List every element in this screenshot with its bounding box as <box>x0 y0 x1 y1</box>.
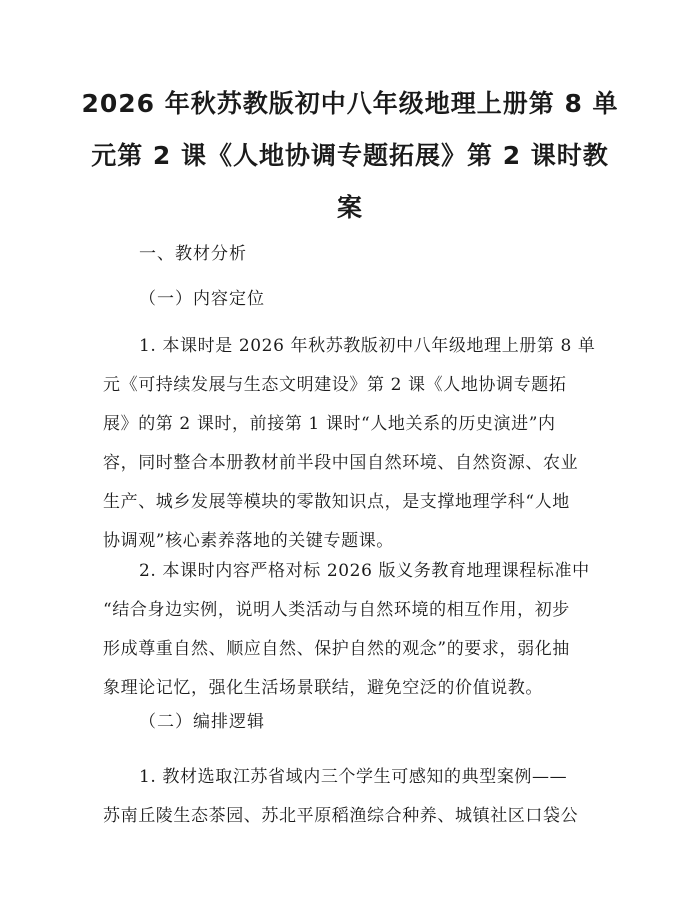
title-line: 2026 年秋苏教版初中八年级地理上册第 8 单 <box>81 89 619 118</box>
paragraph-line: 展》的第 2 课时，前接第 1 课时“人地关系的历史演进”内 <box>103 414 556 434</box>
paragraph-line: 2. 本课时内容严格对标 2026 版义务教育地理课程标准中 <box>139 561 590 581</box>
subsection-heading-content-positioning: （一）内容定位 <box>139 289 265 309</box>
paragraph-arrangement-logic-1 <box>103 758 603 836</box>
paragraph-line: 苏南丘陵生态茶园、苏北平原稻渔综合种养、城镇社区口袋公 <box>103 806 579 826</box>
section-heading-teaching-material-analysis: 一、教材分析 <box>139 244 247 264</box>
paragraph-content-positioning-1 <box>103 327 603 561</box>
title-line: 案 <box>336 193 363 222</box>
paragraph-line: 1. 本课时是 2026 年秋苏教版初中八年级地理上册第 8 单 <box>139 336 596 356</box>
paragraph-line: 生产、城乡发展等模块的零散知识点，是支撑地理学科“人地 <box>103 492 570 512</box>
paragraph-line: 象理论记忆，强化生活场景联结，避免空泛的价值说教。 <box>103 678 543 698</box>
document-title <box>80 78 620 234</box>
title-line: 元第 2 课《人地协调专题拓展》第 2 课时教 <box>91 141 609 170</box>
paragraph-line: 1. 教材选取江苏省域内三个学生可感知的典型案例—— <box>139 767 568 787</box>
subsection-heading-arrangement-logic: （二）编排逻辑 <box>139 712 265 732</box>
paragraph-content-positioning-2 <box>103 552 603 708</box>
paragraph-line: 容，同时整合本册教材前半段中国自然环境、自然资源、农业 <box>103 453 579 473</box>
paragraph-line: “结合身边实例，说明人类活动与自然环境的相互作用，初步 <box>103 600 570 620</box>
paragraph-line: 形成尊重自然、顺应自然、保护自然的观念”的要求，弱化抽 <box>103 639 570 659</box>
paragraph-line: 元《可持续发展与生态文明建设》第 2 课《人地协调专题拓 <box>103 375 567 395</box>
paragraph-line: 协调观”核心素养落地的关键专题课。 <box>103 531 394 551</box>
